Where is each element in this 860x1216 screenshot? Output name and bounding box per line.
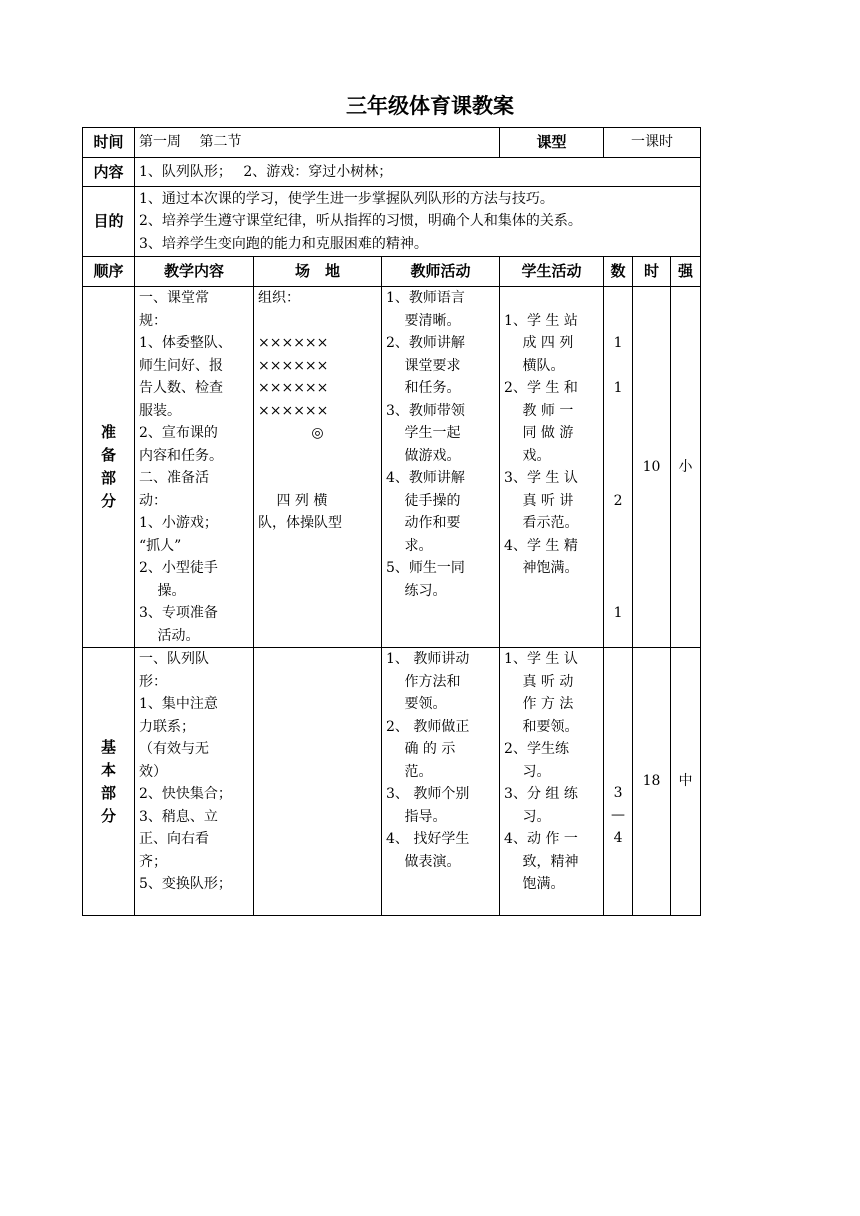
section-row bbox=[83, 287, 701, 648]
teacher-line: 要清晰。 bbox=[386, 312, 461, 329]
field-line: ×××××× bbox=[258, 380, 329, 396]
column-header: 场 地 bbox=[254, 257, 382, 287]
student-line: 同 做 游 bbox=[504, 425, 574, 441]
student-line bbox=[504, 287, 599, 310]
page-title: 三年级体育课教案 bbox=[346, 94, 514, 118]
content-line: 1、集中注意 bbox=[139, 696, 218, 712]
count-line bbox=[604, 310, 632, 333]
content-line: 操。 bbox=[139, 582, 186, 599]
student-line: 教 师 一 bbox=[504, 402, 574, 419]
type-value: 一课时 bbox=[604, 128, 701, 158]
name-line: 准 bbox=[100, 423, 116, 441]
student-line: 横队。 bbox=[504, 357, 565, 374]
count-line bbox=[604, 737, 632, 760]
count-line bbox=[604, 714, 632, 737]
teacher-line: 2、教师讲解 bbox=[386, 335, 465, 351]
section-name bbox=[83, 648, 135, 916]
content-line: 5、变换队形； bbox=[139, 876, 232, 892]
lesson-plan-table bbox=[82, 127, 701, 916]
content-line: 规： bbox=[139, 312, 167, 329]
student-line: 致，精神 bbox=[504, 853, 579, 870]
teacher-activity bbox=[382, 648, 500, 916]
content-line: 1、小游戏； bbox=[139, 515, 218, 531]
count-line: 1 bbox=[613, 335, 623, 351]
teaching-content bbox=[135, 287, 254, 648]
intensity: 小 bbox=[671, 287, 701, 648]
content-line: 正、向右看 bbox=[139, 831, 209, 847]
student-line: 神饱满。 bbox=[504, 560, 579, 576]
name-line: 本 bbox=[100, 760, 116, 779]
goal-item: 3、培养学生变向跑的能力和克服困难的精神。 bbox=[139, 235, 428, 252]
teacher-line: 做表演。 bbox=[386, 853, 461, 870]
count-line bbox=[604, 467, 632, 490]
count-line: 1 bbox=[613, 605, 623, 621]
content-line: 一、队列队 bbox=[139, 651, 209, 667]
column-header: 学生活动 bbox=[500, 257, 604, 287]
count-line bbox=[604, 535, 632, 558]
count-line bbox=[604, 400, 632, 423]
count bbox=[604, 287, 633, 648]
content-line: 形： bbox=[139, 673, 167, 690]
name-line: 备 bbox=[100, 446, 116, 464]
student-line: 饱满。 bbox=[504, 876, 565, 892]
intensity: 中 bbox=[671, 648, 701, 916]
field-line bbox=[258, 445, 377, 468]
content-line: 一、课堂常 bbox=[139, 290, 209, 306]
field-line: 组织： bbox=[258, 290, 300, 306]
count-line: 1 bbox=[613, 380, 623, 396]
content-line: 1、体委整队、 bbox=[139, 335, 232, 351]
column-header-row bbox=[83, 257, 701, 287]
name-line: 部 bbox=[100, 469, 116, 487]
count-line bbox=[604, 422, 632, 445]
student-line: 2、学 生 和 bbox=[504, 380, 578, 396]
student-line: 戏。 bbox=[504, 447, 551, 464]
student-line: 3、学 生 认 bbox=[504, 470, 578, 486]
teacher-line: 3、教师带领 bbox=[386, 402, 465, 419]
teacher-line: 4、教师讲解 bbox=[386, 470, 465, 486]
teacher-line: 和任务。 bbox=[386, 380, 461, 396]
count-line bbox=[604, 355, 632, 378]
content-label: 内容 bbox=[83, 158, 135, 187]
field-layout bbox=[254, 287, 382, 648]
teacher-line: 3、 教师个别 bbox=[386, 786, 470, 802]
student-line: 1、学 生 站 bbox=[504, 312, 578, 329]
student-line: 真 听 动 bbox=[504, 673, 574, 690]
teaching-content bbox=[135, 648, 254, 916]
count-line bbox=[604, 512, 632, 535]
teacher-line: 求。 bbox=[386, 537, 433, 554]
content-line: “抓人” bbox=[139, 537, 182, 554]
duration: 10 bbox=[633, 287, 671, 648]
student-line: 成 四 列 bbox=[504, 335, 574, 351]
content-line: 2、小型徒手 bbox=[139, 560, 218, 576]
teacher-line: 4、 找好学生 bbox=[386, 831, 470, 847]
content-line: 3、专项准备 bbox=[139, 605, 218, 621]
teacher-line: 徒手操的 bbox=[386, 492, 461, 509]
student-line: 2、学生练 bbox=[504, 741, 569, 757]
content-line: 内容和任务。 bbox=[139, 447, 223, 464]
name-line: 基 bbox=[100, 737, 116, 756]
content-line: 3、稍息、立 bbox=[139, 808, 218, 825]
count-line bbox=[604, 580, 632, 603]
count-line bbox=[604, 557, 632, 580]
count-line: 4 bbox=[613, 829, 623, 846]
teacher-line: 课堂要求 bbox=[386, 357, 461, 374]
student-line: 真 听 讲 bbox=[504, 492, 574, 509]
content-line: 动： bbox=[139, 492, 167, 509]
content-line: 2、宣布课的 bbox=[139, 425, 218, 441]
content-line: 师生问好、报 bbox=[139, 357, 223, 374]
student-line: 3、分 组 练 bbox=[504, 786, 578, 802]
content-line: （有效与无 bbox=[139, 741, 209, 757]
column-header: 时 bbox=[633, 257, 671, 287]
teacher-line: 要领。 bbox=[386, 696, 447, 712]
content-line: 告人数、检查 bbox=[139, 380, 223, 396]
content-line: 活动。 bbox=[139, 627, 200, 644]
goal-item: 1、通过本次课的学习，使学生进一步掌握队列队形的方法与技巧。 bbox=[139, 190, 554, 207]
student-line: 看示范。 bbox=[504, 515, 579, 531]
type-label: 课型 bbox=[500, 128, 604, 158]
teacher-line: 确 的 示 bbox=[386, 741, 456, 757]
teacher-line: 动作和要 bbox=[386, 515, 461, 531]
goal-item: 2、培养学生遵守课堂纪律，听从指挥的习惯，明确个人和集体的关系。 bbox=[139, 213, 582, 230]
field-line bbox=[258, 310, 377, 333]
field-line: 四 列 横 bbox=[258, 492, 328, 509]
column-header: 教学内容 bbox=[135, 257, 254, 287]
count bbox=[604, 648, 633, 916]
time-value: 第一周 第二节 bbox=[135, 128, 500, 158]
student-activity bbox=[500, 287, 604, 648]
teacher-line: 1、 教师讲动 bbox=[386, 651, 470, 667]
teacher-line: 2、 教师做正 bbox=[386, 718, 470, 735]
student-line: 习。 bbox=[504, 808, 551, 825]
student-line: 1、学 生 认 bbox=[504, 651, 578, 667]
column-header: 数 bbox=[604, 257, 633, 287]
count-line: 3 bbox=[613, 784, 623, 801]
content-line: 齐； bbox=[139, 853, 167, 870]
goal-label: 目的 bbox=[83, 187, 135, 257]
teacher-line: 5、师生一同 bbox=[386, 560, 465, 576]
name-line: 分 bbox=[100, 492, 116, 510]
content-value: 1、队列队形； 2、游戏：穿过小树林； bbox=[135, 158, 701, 187]
column-header: 教师活动 bbox=[382, 257, 500, 287]
teacher-line: 范。 bbox=[386, 763, 433, 780]
student-line: 作 方 法 bbox=[504, 696, 574, 712]
teacher-line: 作方法和 bbox=[386, 673, 461, 690]
student-line: 习。 bbox=[504, 763, 551, 780]
count-line: 2 bbox=[613, 492, 623, 509]
name-line: 部 bbox=[100, 783, 116, 802]
teacher-activity bbox=[382, 287, 500, 648]
student-line: 4、学 生 精 bbox=[504, 537, 578, 554]
field-line: 队，体操队型 bbox=[258, 515, 342, 531]
time-label: 时间 bbox=[83, 128, 135, 158]
content-line: 效） bbox=[139, 763, 167, 780]
count-line bbox=[604, 445, 632, 468]
count-line: — bbox=[611, 807, 626, 823]
field-line: ◎ bbox=[311, 425, 324, 441]
field-line: ×××××× bbox=[258, 357, 329, 374]
count-line bbox=[604, 625, 632, 648]
field-line: ×××××× bbox=[258, 335, 329, 351]
teacher-line: 学生一起 bbox=[386, 425, 461, 441]
teacher-line: 1、教师语言 bbox=[386, 290, 465, 306]
goal-list bbox=[135, 187, 701, 257]
duration: 18 bbox=[633, 648, 671, 916]
column-header: 顺序 bbox=[83, 257, 135, 287]
field-line bbox=[258, 467, 377, 490]
teacher-line: 做游戏。 bbox=[386, 447, 461, 464]
field-layout bbox=[254, 648, 382, 916]
column-header: 强 bbox=[671, 257, 701, 287]
count-line bbox=[604, 287, 632, 310]
teacher-line: 指导。 bbox=[386, 808, 447, 825]
name-line: 分 bbox=[100, 806, 116, 825]
count-line bbox=[604, 759, 632, 782]
content-line: 二、准备活 bbox=[139, 470, 209, 486]
student-line: 4、动 作 一 bbox=[504, 831, 578, 847]
student-activity bbox=[500, 648, 604, 916]
content-line: 力联系； bbox=[139, 718, 195, 735]
section-name bbox=[83, 287, 135, 648]
content-line: 2、快快集合； bbox=[139, 786, 232, 802]
teacher-line: 练习。 bbox=[386, 582, 447, 599]
student-line: 和要领。 bbox=[504, 718, 579, 735]
section-row bbox=[83, 648, 701, 916]
field-line: ×××××× bbox=[258, 402, 329, 419]
content-line: 服装。 bbox=[139, 402, 181, 419]
